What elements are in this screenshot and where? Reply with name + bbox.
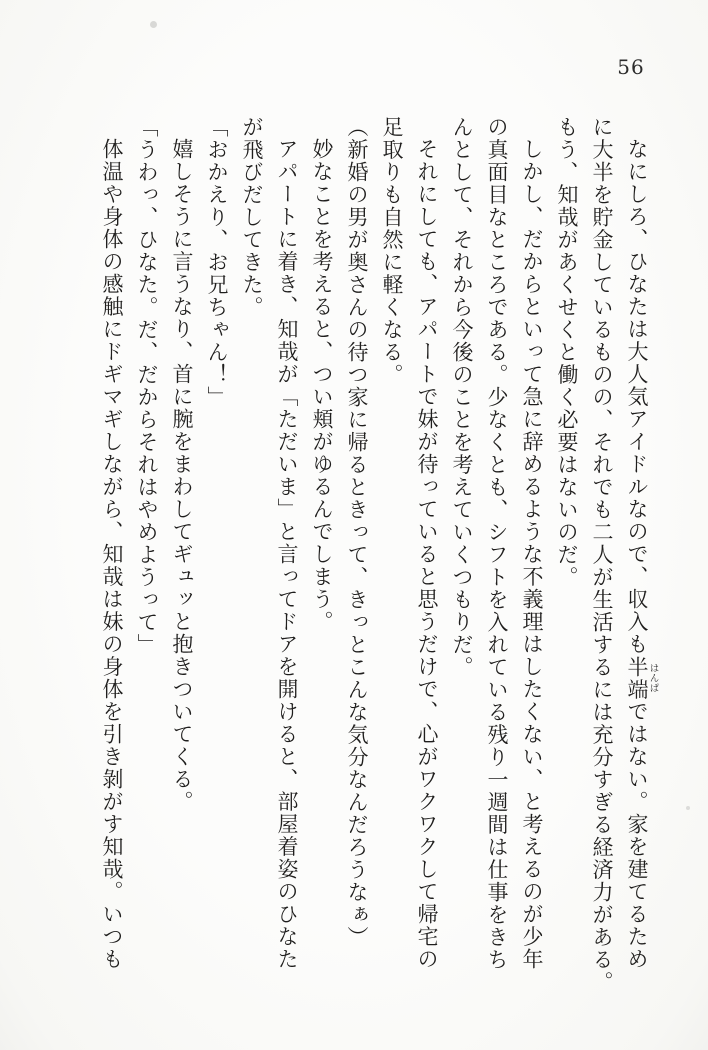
text-segment: んとして、それから今後のことを考えていくつもりだ。 xyxy=(450,116,474,679)
text-segment: 足取りも自然に軽くなる。 xyxy=(380,116,404,386)
text-segment: 妙なことを考えると、つい頬がゆるんでしまう。 xyxy=(310,138,334,633)
body-text xyxy=(94,116,658,1002)
text-line xyxy=(514,116,549,1002)
text-line xyxy=(94,116,129,1002)
text-line xyxy=(339,116,374,1002)
text-segment: 「うわっ、ひなた。だ、だからそれはやめようって」 xyxy=(135,116,159,656)
scan-speck xyxy=(150,21,157,28)
text-segment: しかし、だからといって急に辞めるような不義理はしたくない、と考えるのが少年 xyxy=(520,138,544,971)
text-segment: それにしても、アパートで妹が待っていると思うだけで、心がワクワクして帰宅の xyxy=(415,138,439,971)
scan-speck xyxy=(686,806,690,810)
text-line xyxy=(584,116,619,1002)
text-line xyxy=(234,116,269,1002)
text-line xyxy=(444,116,479,1002)
text-segment: アパートに着き、知哉が「ただいま」と言ってドアを開けると、部屋着姿のひなた xyxy=(275,138,299,971)
text-segment: 嬉しそうに言うなり、首に腕をまわしてギュッと抱きついてくる。 xyxy=(170,138,194,813)
text-segment: なにしろ、ひなたは大人気アイドルなので、収入も xyxy=(625,138,649,656)
text-line xyxy=(374,116,409,1002)
text-line xyxy=(619,116,658,1002)
text-segment: （新婚の男が奥さんの待つ家に帰るときって、きっとこんな気分なんだろうなぁ） xyxy=(345,116,369,949)
page-number: 56 xyxy=(617,55,645,79)
text-line xyxy=(304,116,339,1002)
text-segment: の真面目なところである。少なくとも、シフトを入れている残り一週間は仕事をきち xyxy=(485,116,509,971)
text-line xyxy=(129,116,164,1002)
ruby-annotated-word: 半端はんぱ xyxy=(625,655,659,701)
text-segment: ではない。家を建てるため xyxy=(625,700,649,971)
text-line xyxy=(549,116,584,1002)
text-segment: 「おかえり、お兄ちゃん！」 xyxy=(205,116,229,409)
text-line xyxy=(164,116,199,1002)
text-segment: もう、知哉があくせくと働く必要はないのだ。 xyxy=(555,116,579,589)
text-line xyxy=(479,116,514,1002)
text-line xyxy=(409,116,444,1002)
text-segment: に大半を貯金しているものの、それでも二人が生活するには充分すぎる経済力がある。 xyxy=(590,116,614,994)
text-line xyxy=(199,116,234,1002)
furigana: はんぱ xyxy=(647,655,659,701)
text-line xyxy=(269,116,304,1002)
text-segment: が飛びだしてきた。 xyxy=(240,116,264,319)
text-segment: 体温や身体の感触にドギマギしながら、知哉は妹の身体を引き剝がす知哉。いつも xyxy=(100,138,124,971)
